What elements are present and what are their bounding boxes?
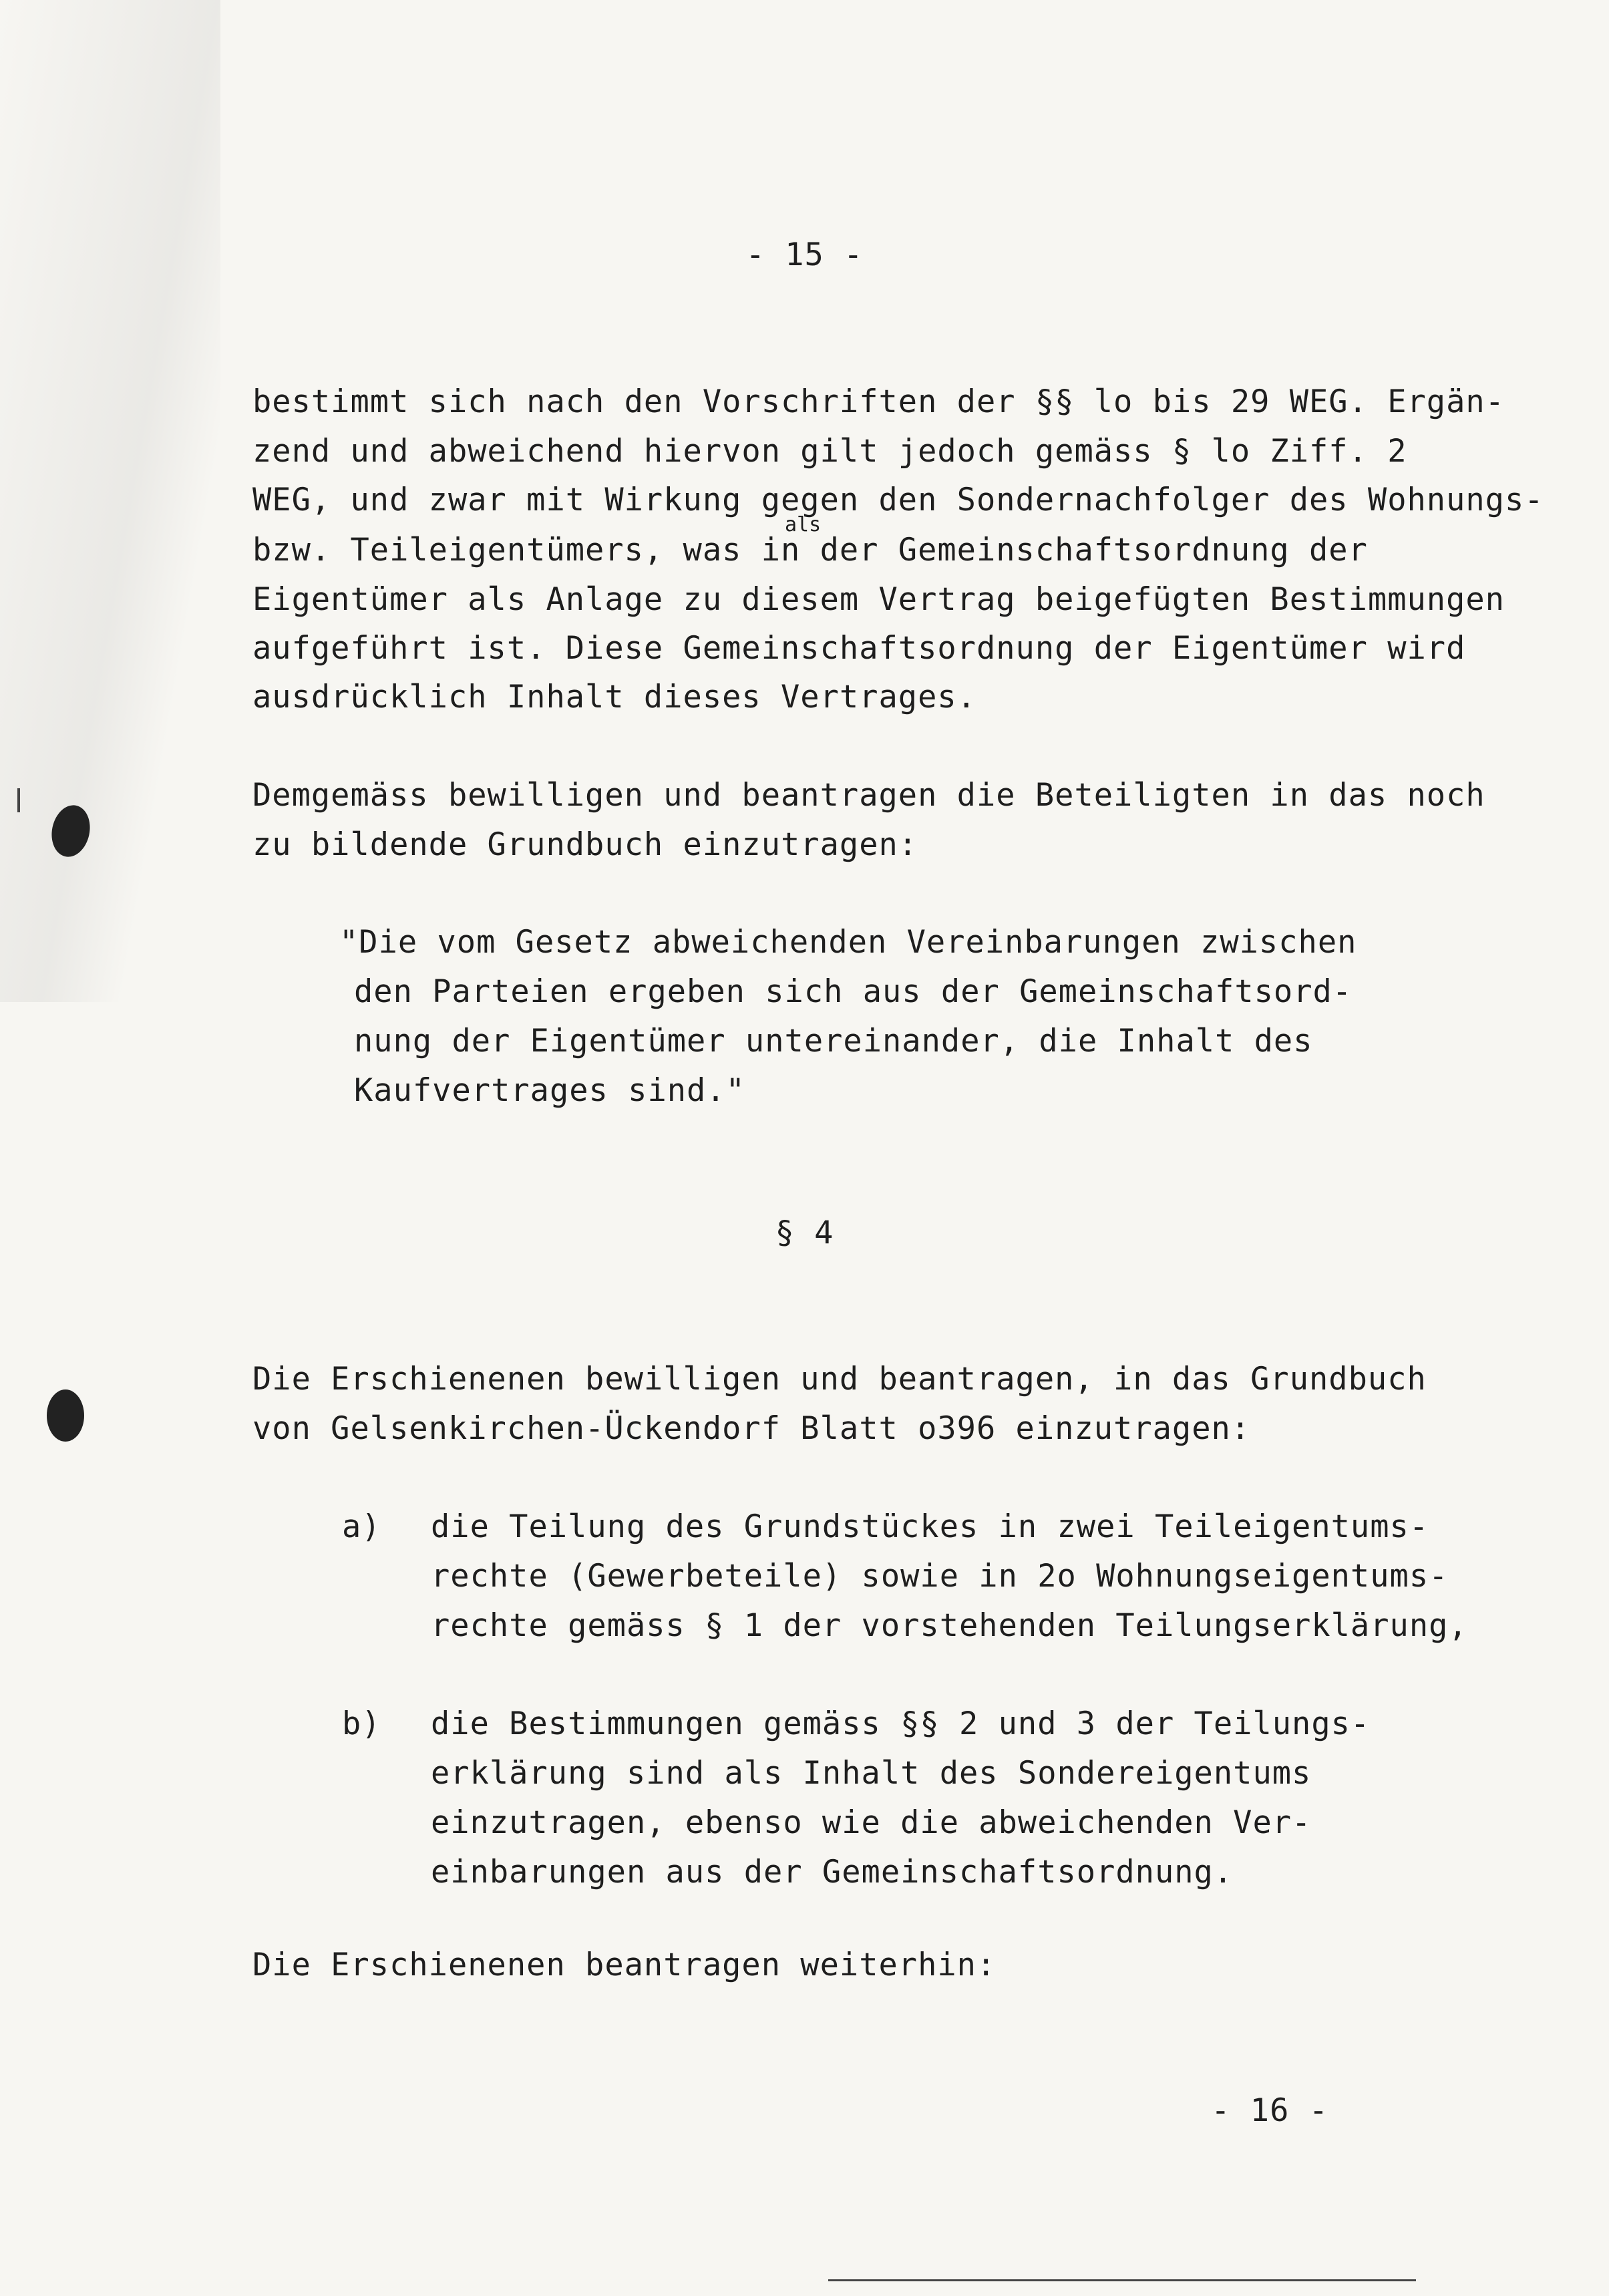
text-line: Demgemäss bewilligen und beantragen die Beteiligten in das noch bbox=[252, 777, 1485, 814]
text-line: ausdrücklich Inhalt dieses Vertrages. bbox=[252, 679, 976, 715]
next-page-marker: - 16 - bbox=[1211, 2092, 1328, 2129]
text-line: die Bestimmungen gemäss §§ 2 und 3 der Teilungs- bbox=[431, 1705, 1371, 1742]
text-line: einbarungen aus der Gemeinschaftsordnung. bbox=[431, 1854, 1234, 1891]
text-line: Eigentümer als Anlage zu diesem Vertrag beigefügten Bestimmungen bbox=[252, 581, 1505, 618]
text-line: erklärung sind als Inhalt des Sondereigentums bbox=[431, 1755, 1312, 1792]
bottom-rule bbox=[828, 2279, 1416, 2281]
text-line: "Die vom Gesetz abweichenden Vereinbarungen zwischen bbox=[339, 924, 1357, 961]
scanned-page-edge-shadow bbox=[0, 0, 220, 1002]
text-line: rechte (Gewerbeteile) sowie in 2o Wohnungseigentums- bbox=[431, 1558, 1449, 1595]
text-line: bestimmt sich nach den Vorschriften der §§ lo bis 29 WEG. Ergän- bbox=[252, 383, 1505, 420]
text-line: nung der Eigentümer untereinander, die Inhalt des bbox=[354, 1023, 1313, 1059]
page-number: - 15 - bbox=[745, 236, 864, 273]
margin-mark bbox=[17, 788, 20, 812]
text-line: zu bildende Grundbuch einzutragen: bbox=[252, 826, 918, 863]
text-line: den Parteien ergeben sich aus der Gemeinschaftsord- bbox=[354, 973, 1353, 1010]
text-line: Die Erschienenen bewilligen und beantragen, in das Grundbuch bbox=[252, 1361, 1427, 1398]
punch-hole-bottom bbox=[47, 1389, 84, 1442]
handwritten-insertion: als bbox=[785, 513, 822, 536]
text-line: von Gelsenkirchen-Ückendorf Blatt o396 einzutragen: bbox=[252, 1410, 1251, 1447]
text-line: bzw. Teileigentümers, was in der Gemeinschaftsordnung der bbox=[252, 532, 1368, 568]
text-line: einzutragen, ebenso wie die abweichenden Ver- bbox=[431, 1804, 1312, 1841]
text-line: zend und abweichend hiervon gilt jedoch gemäss § lo Ziff. 2 bbox=[252, 433, 1407, 470]
text-line: die Teilung des Grundstückes in zwei Teileigentums- bbox=[431, 1508, 1429, 1545]
text-line: WEG, und zwar mit Wirkung gegen den Sondernachfolger des Wohnungs- bbox=[252, 482, 1544, 518]
section-heading: § 4 bbox=[775, 1214, 834, 1251]
text-line: rechte gemäss § 1 der vorstehenden Teilungserklärung, bbox=[431, 1607, 1468, 1644]
text-line: Die Erschienenen beantragen weiterhin: bbox=[252, 1947, 997, 1983]
list-marker: a) bbox=[342, 1508, 381, 1545]
text-line: aufgeführt ist. Diese Gemeinschaftsordnung der Eigentümer wird bbox=[252, 630, 1466, 667]
list-marker: b) bbox=[342, 1705, 381, 1742]
text-line: Kaufvertrages sind." bbox=[354, 1072, 745, 1109]
